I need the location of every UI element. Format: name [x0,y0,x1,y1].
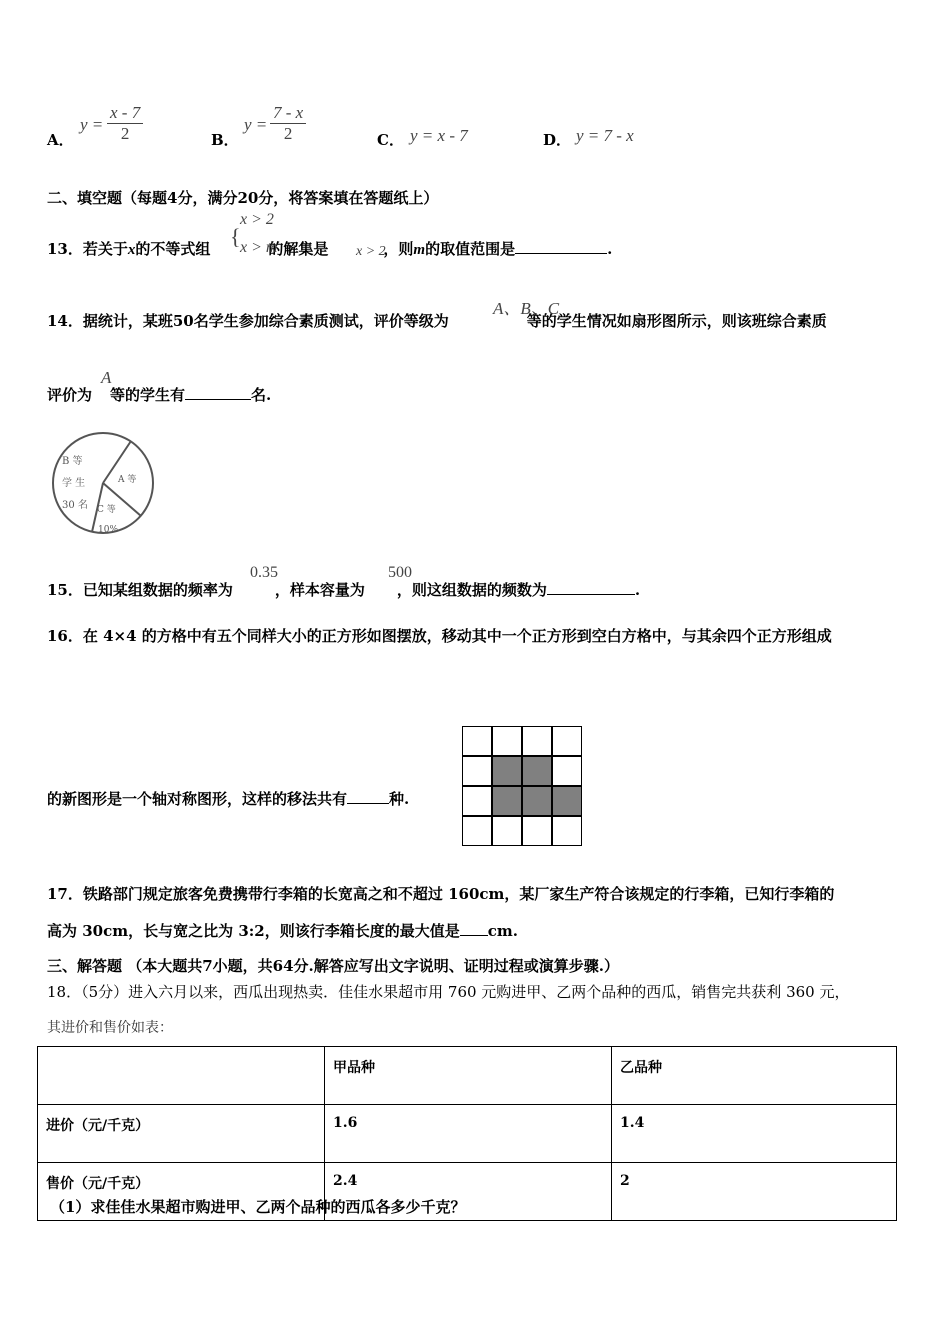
table-cell: 售价（元/千克） [38,1163,325,1221]
square-grid [462,726,584,848]
q13-text-mid2: 的解集是 [268,240,329,258]
q13-text-mid3: ，则 [383,240,414,258]
q16-line2-pre: 的新图形是一个轴对称图形，这样的移法共有 [47,790,348,808]
q14-grade-a: A [101,368,112,387]
section-3-title: 三、解答题 （本大题共7小题，共64分.解答应写出文字说明、证明过程或演算步骤.） [47,957,619,975]
q13-system-line-1: x > 2 [240,211,274,228]
pie-chart [50,430,158,540]
question-18-line-2: 其进价和售价如表： [47,1020,173,1036]
section-2-title: 二、填空题（每题4分，满分20分，将答案填在答题纸上） [47,189,439,207]
q13-solution: x > 2 [356,244,386,259]
table-header-cell: 甲品种 [325,1047,612,1105]
option-d-label: D． [543,131,572,149]
q15-text-end: . [634,581,641,599]
table-header-row [38,1047,897,1105]
q17-line2-pre: 高为 30cm，长与宽之比为 3:2，则该行李箱长度的最大值是 [47,922,460,940]
grid-cell [552,726,582,756]
q13-system-line-2: x > m [240,239,278,256]
question-16-line-2 [47,788,409,809]
option-c-label: C． [377,131,404,149]
question-17-line-2 [47,920,518,941]
q13-text-post: 的取值范围是 [425,240,516,258]
table-header-cell [38,1047,325,1105]
grid-cell [522,726,552,756]
grid-cell-filled [492,786,522,816]
q16-line2-end: 种. [389,790,410,808]
q14-grades: A、B、C [493,299,560,318]
q13-text-mid: 的不等式组 [135,240,211,258]
q17-answer-blank[interactable] [460,923,488,936]
table-row [38,1105,897,1163]
grid-cell [462,726,492,756]
price-table [37,1046,897,1221]
table-cell: 进价（元/千克） [38,1105,325,1163]
pie-c-percent: 10% [98,525,119,535]
q15-text-post: ，则这组数据的频数为 [396,581,547,599]
option-b-label: B． [211,131,239,149]
pie-a-label: A 等 [118,475,137,485]
q15-text-mid: ，样本容量为 [274,581,365,599]
option-a-fraction [107,103,143,144]
q15-text-pre: 15．已知某组数据的频率为 [47,581,233,599]
option-b-numerator: 7 - x [270,103,306,124]
pie-c-label: C 等 [97,505,116,515]
option-d-expr: y = 7 - x [576,126,634,145]
question-14-line-2 [47,384,271,405]
q13-text-end: . [607,240,613,258]
q14-text-post: 等的学生情况如扇形图所示，则该班综合素质 [526,312,827,330]
q13-answer-blank[interactable] [515,241,607,254]
table-cell: 2.4 [325,1163,612,1221]
pie-b-label-2: 学 生 [62,478,86,489]
q15-answer-blank[interactable] [547,582,635,595]
grid-cell [552,756,582,786]
table-cell: 1.4 [612,1105,897,1163]
q14-line2-post: 等的学生有 [110,386,186,404]
grid-cell-filled [522,786,552,816]
grid-cell-filled [492,756,522,786]
option-a-denominator: 2 [120,124,130,143]
option-b-denominator: 2 [283,124,293,143]
option-b-fraction [270,103,306,144]
question-15 [47,579,640,600]
question-18-sub-1: （1）求佳佳水果超市购进甲、乙两个品种的西瓜各多少千克？ [50,1198,466,1216]
question-13 [47,238,612,259]
option-b-lhs: y = [244,115,268,134]
grid-cell [522,816,552,846]
q14-line2-pre: 评价为 [47,386,93,404]
option-a-numerator: x - 7 [107,103,143,124]
q14-line2-end: 名. [251,386,272,404]
grid-cell [492,816,522,846]
question-17-line-1: 17．铁路部门规定旅客免费携带行李箱的长宽高之和不超过 160cm，某厂家生产符合该规定的行李箱，已知行李箱的 [47,885,835,903]
grid-cell [462,756,492,786]
option-a-lhs: y = [80,115,104,134]
grid-cell-filled [522,756,552,786]
grid-cell-filled [552,786,582,816]
q13-var-x: x [127,242,136,258]
q13-text-pre: 13．若关于 [47,240,128,258]
grid-cell [462,786,492,816]
q14-text-pre: 14．据统计，某班50名学生参加综合素质测试，评价等级为 [47,312,449,330]
q15-sample-size: 500 [388,564,412,581]
grid-cell [462,816,492,846]
grid-cell [552,816,582,846]
pie-b-label-1: B 等 [62,456,83,467]
table-cell: 2 [612,1163,897,1221]
question-18-line-1: 18．（5分）进入六月以来，西瓜出现热卖．佳佳水果超市用 760 元购进甲、乙两个品种的西瓜，销售完共获利 360 元， [47,983,850,1001]
grid-cell [492,726,522,756]
table-header-cell: 乙品种 [612,1047,897,1105]
q15-frequency: 0.35 [250,564,278,581]
option-a-label: A． [47,131,74,149]
option-c-expr: y = x - 7 [410,126,468,145]
q16-answer-blank[interactable] [347,791,389,804]
q13-brace: { [230,224,241,249]
pie-b-label-3: 30 名 [62,500,88,511]
question-14-line-1 [47,310,827,331]
q13-var-m: m [413,242,426,258]
table-cell: 1.6 [325,1105,612,1163]
q14-answer-blank[interactable] [185,387,251,400]
question-16-line-1: 16．在 4×4 的方格中有五个同样大小的正方形如图摆放，移动其中一个正方形到空白方格中，与其余四个正方形组成 [47,627,832,645]
q17-line2-end: cm. [487,922,518,940]
